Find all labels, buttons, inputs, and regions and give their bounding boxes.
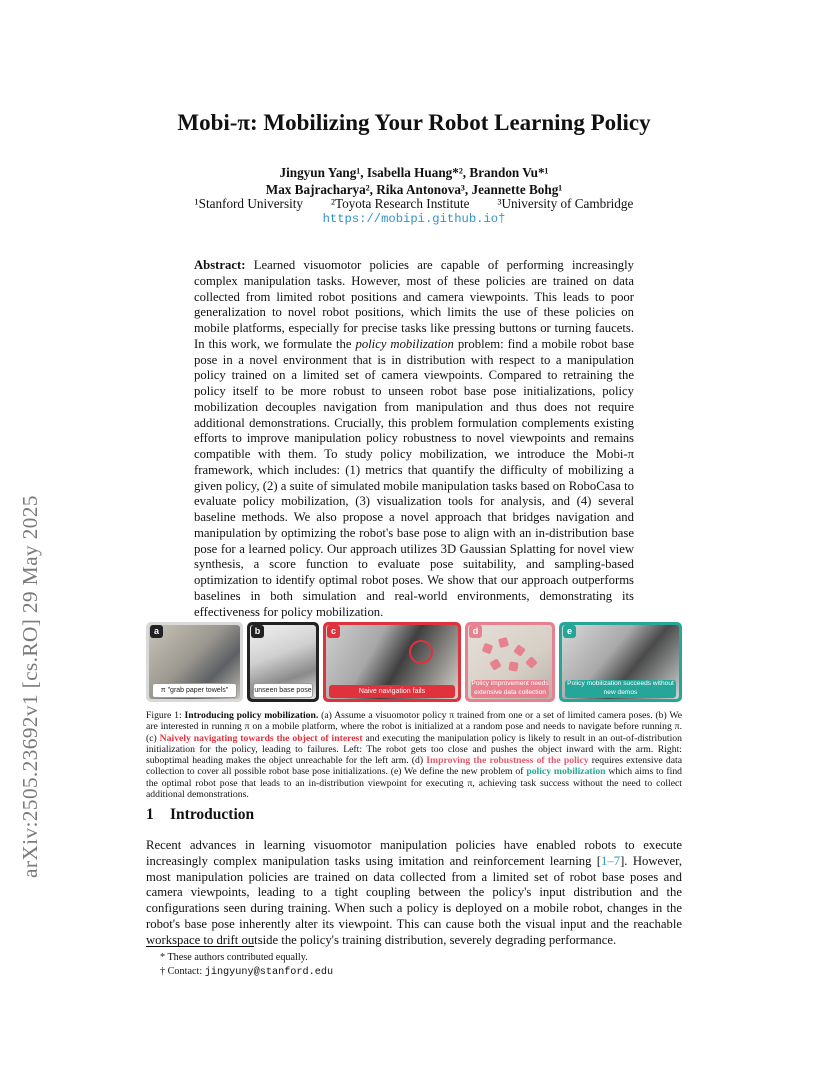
panel-c-failure-circle xyxy=(409,640,433,664)
author-list xyxy=(0,164,828,198)
figure-panel-a xyxy=(146,622,243,702)
figure-title: Introducing policy mobilization. xyxy=(184,710,319,721)
panel-c-caption: Naive navigation fails xyxy=(329,685,455,698)
panel-e-letter: e xyxy=(563,625,576,638)
contact-email[interactable]: jingyuny@stanford.edu xyxy=(204,967,334,978)
figure-panel-c xyxy=(323,622,461,702)
arxiv-stamp: arXiv:2505.23692v1 [cs.RO] 29 May 2025 xyxy=(18,495,42,878)
affiliations xyxy=(0,195,828,212)
section-heading xyxy=(146,806,254,824)
section-number: 1 xyxy=(146,806,154,823)
pose-marker-icon xyxy=(513,644,526,657)
footnote-rule xyxy=(146,946,254,947)
panel-d-letter: d xyxy=(469,625,482,638)
footnote-contact xyxy=(160,965,333,979)
abstract-text-2: problem: find a mobile robot base pose in a novel environment that is in distribution with respect to a manipulation policy trained on a limited set of camera viewpoints. Compared to retraining the policy itself to be more robust to unseen robot base pose initializations, policy mobilization decouples navigation from manipulation and thus does not require additional demonstrations. Crucially, this problem formulation complements existing efforts to improve manipulation policy robustness to novel viewpoints and remains compatible with them. To study policy mobilization, we introduce the Mobi-π framework, which includes: (1) metrics that quantify the difficulty of mobilizing a given policy, (2) a suite of simulated mobile manipulation tasks based on RoboCasa to evaluate policy mobilization, (3) visualization tools for analysis, and (4) several baseline methods. We also propose a novel approach that bridges navigation and manipulation by optimizing the robot's base pose to align with an in-distribution base pose for a learned policy. Our approach utilizes 3D Gaussian Splatting for novel view synthesis, a score function to evaluate pose suitability, and sampling-based optimization to identify optimal robot poses. We show that our approach outperforms baselines in both simulation and real-world environments, demonstrating its effectiveness for policy mobilization. xyxy=(194,336,635,619)
authors-line-1: Jingyun Yang¹, Isabella Huang*², Brandon Vu*¹ xyxy=(279,165,549,180)
figure-caption-text-3: requires extensive data collection to cover all possible robot base pose initializations. (e) We define the new problem of xyxy=(146,755,683,778)
intro-text-1: Recent advances in learning visuomotor manipulation policies have enabled robots to execute increasingly complex manipulation tasks using imitation and reinforcement learning [ xyxy=(146,838,682,868)
panel-c-letter: c xyxy=(327,625,340,638)
panel-a-caption: π "grab paper towels" xyxy=(152,683,237,698)
abstract xyxy=(194,258,634,620)
authors-line-2: Max Bajracharya², Rika Antonova³, Jeannette Bohg¹ xyxy=(265,182,563,197)
panel-a-letter: a xyxy=(150,625,163,638)
figure-panel-b xyxy=(247,622,319,702)
abstract-label: Abstract: xyxy=(194,258,246,272)
figure-highlight-mobilization: policy mobilization xyxy=(526,766,606,778)
figure-caption-text-2: and executing the manipulation policy is likely to result in an out-of-distribution initialization for the policy, leading to failures. Left: The robot gets too close and pushes the object inward with the arm. Right: suboptimal heading makes the object unreachable for the left arm. (d) xyxy=(146,732,682,767)
footnote-equal-contribution: * These authors contributed equally. xyxy=(160,952,308,963)
figure-caption-text-4: which aims to find the optimal robot pose that leads to an in-distribution viewpoint for executing π, achieving task success without the need to collect additional demonstrations. xyxy=(146,766,683,801)
affiliation-tri: ²Toyota Research Institute xyxy=(331,196,470,211)
figure-panel-e xyxy=(559,622,682,702)
panel-d-pose-markers xyxy=(479,636,543,676)
figure-caption xyxy=(146,710,682,800)
affiliation-cambridge: ³University of Cambridge xyxy=(497,196,634,211)
intro-text-2: ]. However, most manipulation policies are trained on data collected from a limited set of robot base poses and camera viewpoints, leading to a tight coupling between the policy's input distribution and the configurations seen during training. When such a policy is deployed on a mobile robot, changes in the robot's base pose inherently alter its viewpoint. This can cause both the visual input and the reachable workspace to drift outside the policy's training distribution, severely degrading performance. xyxy=(146,853,683,947)
introduction-paragraph xyxy=(146,838,682,948)
pose-marker-icon xyxy=(525,656,538,669)
affiliation-stanford: ¹Stanford University xyxy=(194,196,303,211)
citation-link[interactable]: 1–7 xyxy=(601,853,621,868)
figure-highlight-naive: Naively navigating towards the object of interest xyxy=(159,732,363,744)
panel-b-caption: unseen base pose xyxy=(253,683,313,698)
pose-marker-icon xyxy=(508,661,518,671)
figure-1 xyxy=(146,622,682,702)
abstract-text-1: Learned visuomotor policies are capable of performing increasingly complex manipulation tasks. However, most of these policies are trained on data collected from limited robot positions and camera viewpoints. This leads to poor generalization to novel robot positions, which limits the use of these policies on mobile platforms, especially for precise tasks like pressing buttons or turning faucets. In this work, we formulate the xyxy=(194,258,634,351)
pose-marker-icon xyxy=(482,643,494,655)
figure-caption-text-1: (a) Assume a visuomotor policy π trained from one or a set of limited camera poses. (b) We are interested in running π on a mobile platform, where the robot is initialized at a random pose and needs to navigate before running π. (c) xyxy=(146,710,683,744)
figure-highlight-robustness: Improving the robustness of the policy xyxy=(426,755,589,767)
pose-marker-icon xyxy=(489,658,501,670)
panel-b-letter: b xyxy=(251,625,264,638)
section-title: Introduction xyxy=(170,806,255,823)
paper-title: Mobi-π: Mobilizing Your Robot Learning Policy xyxy=(177,110,651,135)
panel-d-caption: Policy improvement needs extensive data collection xyxy=(471,680,549,698)
project-url[interactable]: https://mobipi.github.io† xyxy=(322,212,506,226)
panel-e-caption: Policy mobilization succeeds without new demos xyxy=(565,680,676,698)
abstract-emphasis: policy mobilization xyxy=(355,336,454,351)
pose-marker-icon xyxy=(498,637,509,648)
figure-label: Figure 1: xyxy=(146,710,182,721)
footnote-contact-label: † Contact: xyxy=(160,966,203,977)
figure-panel-d xyxy=(465,622,555,702)
